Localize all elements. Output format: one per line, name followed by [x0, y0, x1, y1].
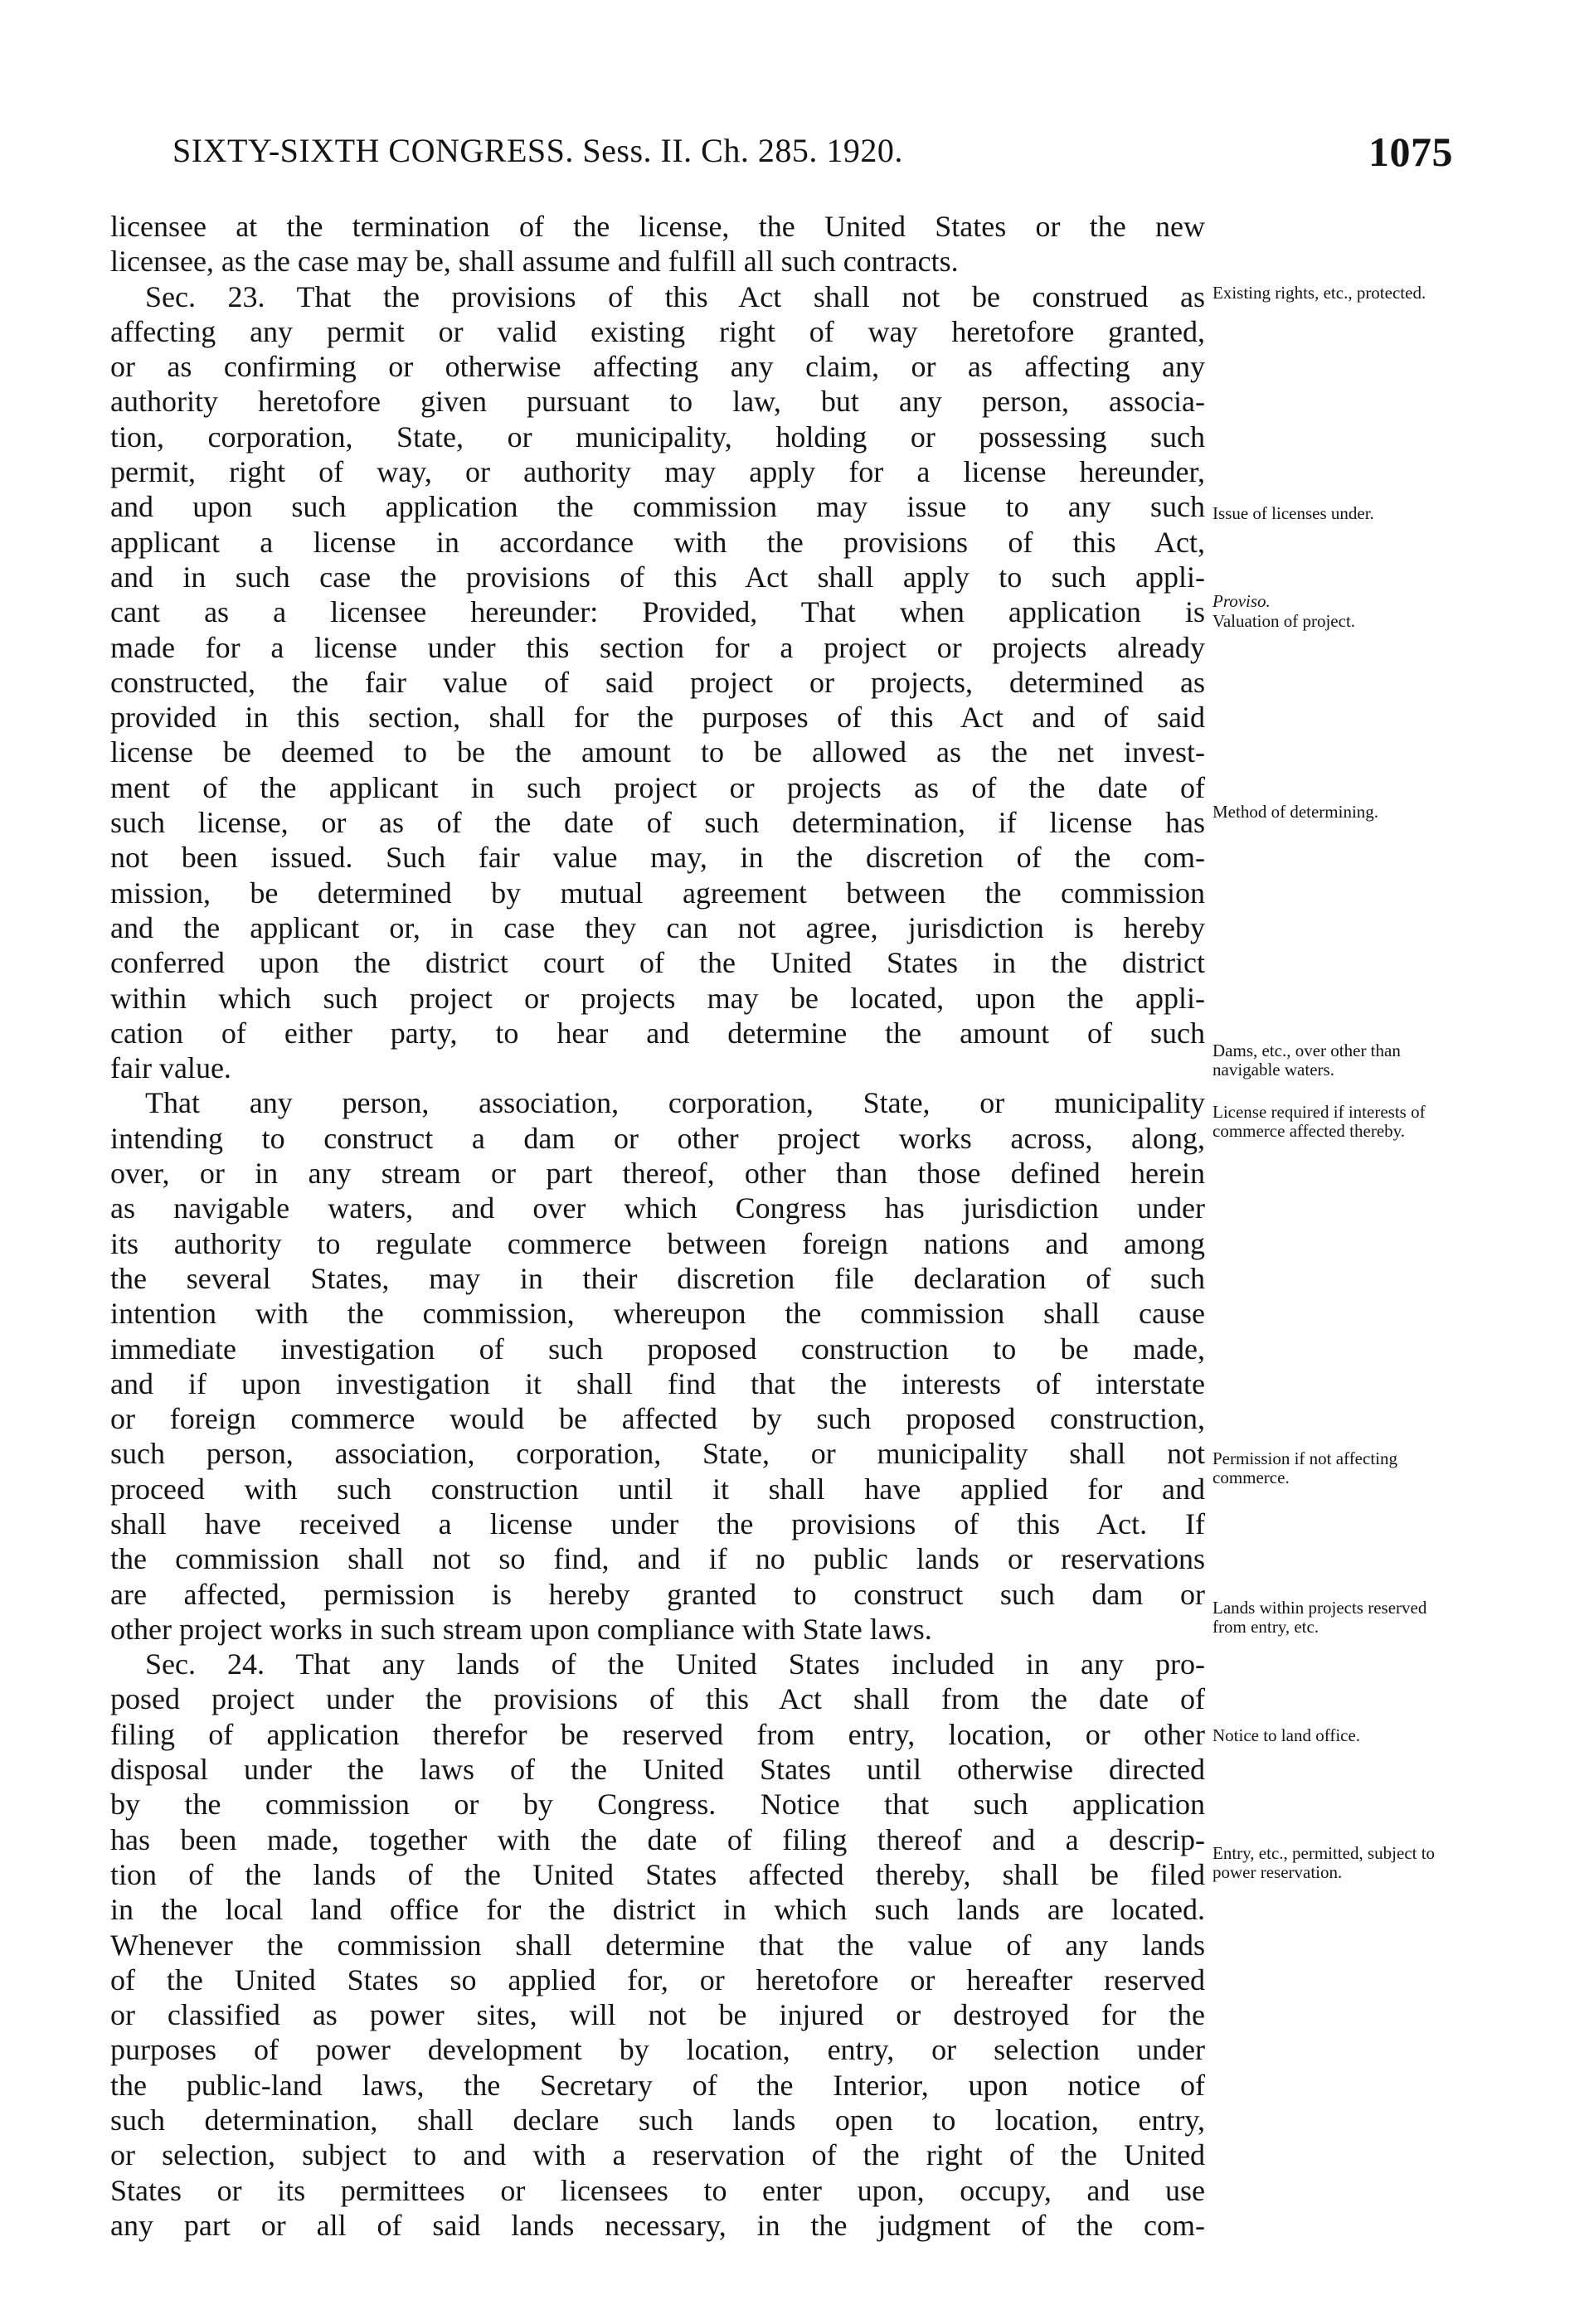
text-line: mission, be determined by mutual agreement between the commission	[110, 876, 1205, 910]
text-line: disposal under the laws of the United States until otherwise directed	[110, 1753, 1205, 1787]
margin-note-lands-reserved: Lands within projects reserved from entry, etc.	[1213, 1598, 1427, 1637]
text-line: provided in this section, shall for the purposes of this Act and of said	[110, 701, 1205, 735]
text-line: Whenever the commission shall determine that the value of any lands	[110, 1928, 1205, 1962]
margin-note-permission: Permission if not affecting commerce.	[1213, 1448, 1397, 1487]
text-line: proceed with such construction until it shall have applied for and	[110, 1472, 1205, 1506]
text-line: are affected, permission is hereby granted to construct such dam or	[110, 1577, 1205, 1611]
text-line: constructed, the fair value of said project or projects, determined as	[110, 665, 1205, 699]
text-line: and upon such application the commission may issue to any such	[110, 490, 1205, 524]
running-head	[173, 131, 1453, 181]
text-line: shall have received a license under the provisions of this Act. If	[110, 1506, 1205, 1540]
text-line: applicant a license in accordance with the provisions of this Act,	[110, 525, 1205, 559]
text-line: of the United States so applied for, or heretofore or hereafter reserved	[110, 1963, 1205, 1997]
text-line: intention with the commission, whereupon the commission shall cause	[110, 1297, 1205, 1331]
margin-note-license-required: License required if interests of commerce affected thereby.	[1213, 1102, 1426, 1141]
margin-note-existing-rights: Existing rights, etc., protected.	[1213, 283, 1426, 303]
text-line: cation of either party, to hear and determine the amount of such	[110, 1016, 1205, 1050]
margin-note-proviso: Proviso.	[1213, 591, 1271, 611]
text-line: or as confirming or otherwise affecting any claim, or as affecting any	[110, 350, 1205, 384]
text-line: filing of application therefor be reserved from entry, location, or other	[110, 1717, 1205, 1751]
text-line: any part or all of said lands necessary, in the judgment of the com-	[110, 2208, 1205, 2242]
text-line: not been issued. Such fair value may, in the discretion of the com-	[110, 841, 1205, 875]
text-line: or foreign commerce would be affected by such proposed construction,	[110, 1402, 1205, 1436]
text-line: the several States, may in their discretion file declaration of such	[110, 1261, 1205, 1295]
margin-note-issue-of-licenses: Issue of licenses under.	[1213, 503, 1374, 523]
text-line: ment of the applicant in such project or projects as of the date of	[110, 770, 1205, 804]
section-23-opening-line: Sec. 23. That the provisions of this Act shall not be construed as	[145, 279, 1205, 313]
text-line: licensee, as the case may be, shall assume and fulfill all such contracts.	[110, 245, 959, 279]
text-line: or classified as power sites, will not be injured or destroyed for the	[110, 1998, 1205, 2032]
text-line: by the commission or by Congress. Notice that such application	[110, 1788, 1205, 1822]
text-line: and in such case the provisions of this Act shall apply to such appli-	[110, 560, 1205, 594]
text-line: immediate investigation of such proposed construction to be made,	[110, 1332, 1205, 1366]
text-line: and the applicant or, in case they can not agree, jurisdiction is hereby	[110, 910, 1205, 944]
text-line: other project works in such stream upon compliance with State laws.	[110, 1612, 932, 1646]
text-line: affecting any permit or valid existing right of way heretofore granted,	[110, 314, 1205, 348]
margin-note-entry-permitted: Entry, etc., permitted, subject to power reservation.	[1213, 1843, 1436, 1882]
text-line: posed project under the provisions of this Act shall from the date of	[110, 1682, 1205, 1716]
text-line: permit, right of way, or authority may apply for a license hereunder,	[110, 455, 1205, 489]
margin-note-notice-land-office: Notice to land office.	[1213, 1725, 1361, 1745]
text-line: license be deemed to be the amount to be allowed as the net invest-	[110, 735, 1205, 769]
text-line: tion of the lands of the United States affected thereby, shall be filed	[110, 1857, 1205, 1891]
text-line: fair value.	[110, 1051, 231, 1085]
text-line: made for a license under this section for a project or projects already	[110, 630, 1205, 664]
proviso-line: cant as a licensee hereunder: Provided, That when application is	[110, 595, 1205, 629]
text-line: in the local land office for the district in which such lands are located.	[110, 1893, 1205, 1927]
text-line: licensee at the termination of the license, the United States or the new	[110, 210, 1205, 243]
running-head-title: SIXTY-SIXTH CONGRESS. Sess. II. Ch. 285. 1920.	[173, 132, 903, 169]
text-line: such license, or as of the date of such determination, if license has	[110, 806, 1205, 840]
margin-note-method-of-determining: Method of determining.	[1213, 802, 1379, 822]
margin-notes	[1213, 209, 1461, 2282]
text-line: authority heretofore given pursuant to law, but any person, associa-	[110, 385, 1205, 419]
text-line: as navigable waters, and over which Congress has jurisdiction under	[110, 1191, 1205, 1225]
margin-note-valuation: Valuation of project.	[1213, 611, 1356, 631]
margin-note-dams: Dams, etc., over other than navigable waters.	[1213, 1041, 1401, 1080]
text-line: its authority to regulate commerce between foreign nations and among	[110, 1226, 1205, 1260]
text-line: over, or in any stream or part thereof, other than those defined herein	[110, 1157, 1205, 1191]
text-line: such determination, shall declare such lands open to location, entry,	[110, 2103, 1205, 2137]
text-line: tion, corporation, State, or municipality, holding or possessing such	[110, 420, 1205, 454]
paragraph-opening-line: That any person, association, corporation, State, or municipality	[145, 1086, 1205, 1120]
text-line: conferred upon the district court of the United States in the district	[110, 946, 1205, 980]
text-line: intending to construct a dam or other project works across, along,	[110, 1121, 1205, 1155]
text-line: has been made, together with the date of filing thereof and a descrip-	[110, 1822, 1205, 1856]
section-24-opening-line: Sec. 24. That any lands of the United States included in any pro-	[145, 1647, 1205, 1681]
text-line: within which such project or projects may be located, upon the appli-	[110, 981, 1205, 1015]
text-line: or selection, subject to and with a reservation of the right of the United	[110, 2138, 1205, 2172]
text-line: the public-land laws, the Secretary of the Interior, upon notice of	[110, 2068, 1205, 2102]
text-line: the commission shall not so find, and if no public lands or reservations	[110, 1542, 1205, 1576]
page-number: 1075	[1368, 129, 1453, 175]
text-line: and if upon investigation it shall find that the interests of interstate	[110, 1366, 1205, 1400]
text-line: such person, association, corporation, State, or municipality shall not	[110, 1437, 1205, 1471]
statute-text	[110, 209, 1205, 2243]
text-line: purposes of power development by location, entry, or selection under	[110, 2033, 1205, 2067]
text-line: States or its permittees or licensees to enter upon, occupy, and use	[110, 2173, 1205, 2207]
